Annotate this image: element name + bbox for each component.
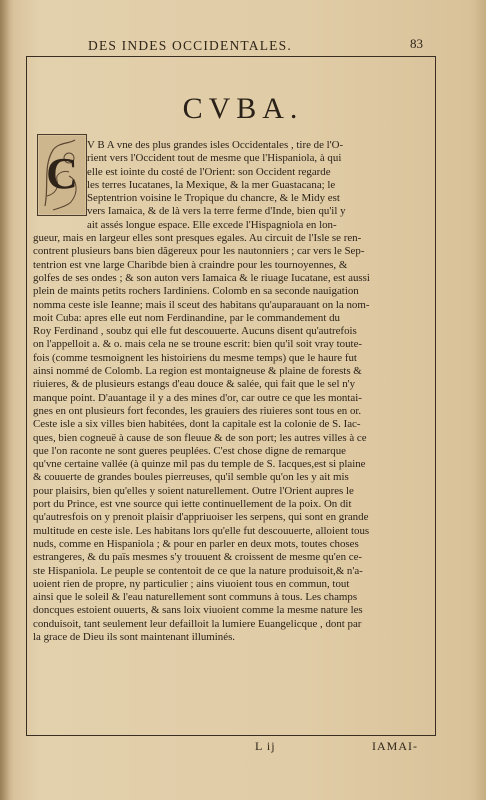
- body-text: [33, 139, 432, 644]
- text-line: uoient rien de propre, ny particulier ; ains viuoient tous en commun, tout: [33, 577, 350, 590]
- text-line: moit Cuba: apres elle eut nom Ferdinandine, par le commandement du: [33, 311, 340, 324]
- text-line: ait assés longue espace. Elle excede l'Hispagniola en lon-: [87, 218, 337, 231]
- text-line: les terres Iucatanes, la Mexique, & la mer Guastacana; le: [87, 178, 336, 191]
- text-line: ques, bien cogneuë à cause de son fleuue & de son port; les autres villes à ce: [33, 431, 367, 444]
- text-line: manque point. D'auantage il y a des mines d'or, car outre ce que les montai-: [33, 391, 362, 404]
- text-line: qu'vne certaine vallée (à quinze mil pas du temple de S. Iacques,est si plaine: [33, 458, 366, 471]
- text-line: plein de maints petits rochers Iardiniens. Colomb en sa seconde nauigation: [33, 285, 359, 298]
- text-line: que l'on raconte ne sont gueres peuplées. C'est chose digne de remarque: [33, 444, 346, 457]
- running-head: DES INDES OCCIDENTALES.: [88, 38, 292, 53]
- text-line: la grace de Dieu ils sont maintenant illuminés.: [33, 630, 236, 643]
- dropcap-letter: C: [46, 149, 78, 198]
- text-line: contrent plusieurs bans bien dãgereux pour les nautonniers ; car vers le Sep-: [33, 245, 365, 258]
- signature-mark: L ij: [255, 739, 276, 753]
- text-line: rient vers l'Occident tout de mesme que l'Hispaniola, à qui: [87, 152, 342, 165]
- text-line: estrangeres, & du païs mesmes s'y trouuent & croissent de mesme qu'en ce-: [33, 551, 363, 564]
- text-line: gueur, mais en largeur elles sont presques egales. Au circuit de l'Isle se ren-: [33, 232, 362, 245]
- text-line: conduisoit, tant seulement leur defailloit la lumiere Euangelicque , dont par: [33, 617, 362, 630]
- text-line: elle est iointe du costé de l'Orient: son Occident regarde: [87, 165, 331, 178]
- text-line: riuieres, & de plusieurs estangs d'eau douce & salée, qui fait que le sel n'y: [33, 378, 356, 391]
- text-line: & couuerte de grandes boules pierreuses, qu'il semble qu'on les y ait mis: [33, 471, 349, 484]
- catchword: IAMAI-: [372, 739, 418, 753]
- text-line: Septentrion voisine le Tropique du chancre, & le Midy est: [87, 192, 340, 205]
- text-line: tentrion est vne large Charibde bien à craindre pour les tournoyennes, &: [33, 258, 348, 271]
- text-line: gnes en ont plusieurs fort fecondes, les grauiers des riuieres sont tous en or.: [33, 404, 362, 417]
- text-line: vers Iamaica, & de là vers la terre ferme d'Inde, bien qu'il y: [87, 205, 346, 218]
- text-line: on l'appelloit a. & o. mais cela ne se troune escrit: bien qu'il soit vray toute-: [33, 338, 363, 351]
- text-line: Ceste isle a six villes bien habitées, dont la capitale est la colonie de S. Iac-: [33, 418, 361, 431]
- text-line: pour plaisirs, bien qu'elles y soient naturellement. Outre l'Orient aupres le: [33, 484, 354, 497]
- text-line: golfes de ses ondes ; & son auton vers Iamaica & le riuage Iucatane, est aussi: [33, 271, 370, 284]
- text-line: nuds, comme en Hispaniola ; & pour en parler en deux mots, toutes choses: [33, 537, 359, 550]
- text-line: multitude en ceste isle. Les habitans lors qu'elle fut descouuerte, alloient tous: [33, 524, 370, 537]
- text-line: Roy Ferdinand , soubz qui elle fut descouuerte. Aucuns disent qu'autrefois: [33, 325, 357, 338]
- text-line: ste Hispaniola. Le peuple se contentoit de ce que la nature produisoit,& n'a-: [33, 564, 363, 577]
- page-number: 83: [410, 36, 423, 51]
- chapter-title: CVBA.: [182, 92, 304, 125]
- text-line: fois (comme tesmoignent les histoiriens du mesme temps) que le haure fut: [33, 351, 357, 364]
- text-line: port du Prince, est vne source qui iette continuellement de la poix. On dit: [33, 498, 352, 511]
- text-line: qu'autresfois on y prenoit plaisir d'appriuoiser les serpens, qui sont en grande: [33, 511, 369, 524]
- text-line: nomma ceste isle Ieanne; mais il sceut des habitans qu'auparauant on la nom-: [33, 298, 370, 311]
- text-line: ainsi que le soleil & l'eau naturellement sont communs à tous. Les champs: [33, 591, 358, 604]
- text-line: doncques estoient ouuerts, & sans loix viuoient comme la mesme nature les: [33, 604, 363, 617]
- text-line: ainsi nommé de Colomb. La region est montaigneuse & plaine de forests &: [33, 365, 362, 378]
- text-line: V B A vne des plus grandes isles Occidentales , tire de l'O-: [87, 139, 344, 151]
